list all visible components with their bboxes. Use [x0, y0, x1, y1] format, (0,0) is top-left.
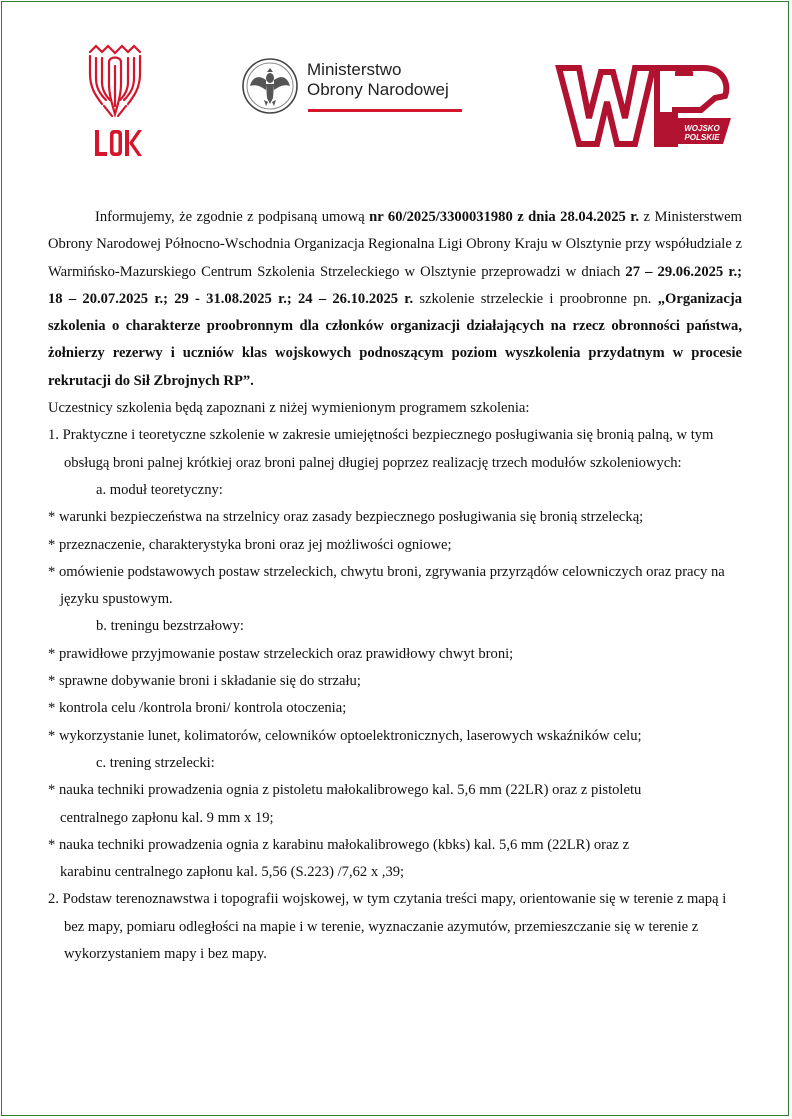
- wp-caption-line1: WOJSKO: [684, 124, 720, 133]
- mon-name-line2: Obrony Narodowej: [307, 80, 449, 99]
- mon-name-line1: Ministerstwo: [307, 60, 402, 79]
- contract-number: nr 60/2025/3300031980 z dnia 28.04.2025 r.: [369, 209, 640, 225]
- module-c-title: c. trening strzelecki:: [96, 754, 215, 771]
- module-a-item: * omówienie podstawowych postaw strzeleckich, chwytu broni, zgrywania przyrządów celowniczych oraz pracy na języku spustowym.: [48, 563, 725, 608]
- wp-caption-line2: POLSKIE: [684, 133, 720, 142]
- lok-logo: [82, 44, 148, 168]
- wp-logo: [555, 62, 733, 150]
- document-body: [48, 204, 742, 968]
- module-a-item: * przeznaczenie, charakterystyka broni oraz jej możliwości ogniowe;: [48, 536, 452, 553]
- module-b-title: b. treningu bezstrzałowy:: [96, 618, 244, 635]
- module-b-item: * wykorzystanie lunet, kolimatorów, celowników optoelektronicznych, laserowych wskaźników celu;: [48, 727, 642, 744]
- mon-logo: [240, 56, 470, 118]
- mon-name: [307, 60, 449, 100]
- module-a-item: * warunki bezpieczeństwa na strzelnicy oraz zasady bezpiecznego posługiwania się bronią strzelecką;: [48, 509, 644, 526]
- module-b-item: * prawidłowe przyjmowanie postaw strzeleckich oraz prawidłowy chwyt broni;: [48, 645, 514, 662]
- module-c-item: * nauka techniki prowadzenia ognia z pistoletu małokalibrowego kal. 5,6 mm (22LR) oraz z pistoletu centralnego zapłonu kal. 9 mm x 19;: [48, 782, 642, 826]
- mon-red-rule: [308, 109, 462, 112]
- module-b-item: * kontrola celu /kontrola broni/ kontrola otoczenia;: [48, 700, 347, 717]
- module-a-title: a. moduł teoretyczny:: [96, 481, 223, 498]
- intro-text-3: szkolenie strzeleckie i proobronne pn.: [413, 290, 658, 307]
- program-intro: Uczestnicy szkolenia będą zapoznani z niżej wymienionym programem szkolenia:: [48, 400, 530, 417]
- module-b-item: * sprawne dobywanie broni i składanie się do strzału;: [48, 673, 361, 690]
- eagle-emblem-icon: [240, 56, 300, 116]
- intro-paragraph: [48, 204, 742, 395]
- intro-text-1: Informujemy, że zgodnie z podpisaną umową: [95, 209, 370, 225]
- lok-eagle-icon: [82, 44, 148, 168]
- header-logos: [0, 0, 792, 180]
- module-c-item: * nauka techniki prowadzenia ognia z karabinu małokalibrowego (kbks) kal. 5,6 mm (22LR) oraz z karabinu centralnego zapłonu kal. 5,56 (S.223) /7,62 x ,39;: [48, 836, 630, 881]
- training-dates: 27 – 29.06.2025 r.; 18 – 20.07.2025 r.; 29 - 31.08.2025 r.; 24 – 26.10.2025 r.: [48, 263, 742, 307]
- program-item-1: 1. Praktyczne i teoretyczne szkolenie w zakresie umiejętności bezpiecznego posługiwania się bronią palną, w tym obsługą broni palnej krótkiej oraz broni palnej długiej poprzez realizację trzech modułów szkoleniowych:: [48, 427, 714, 471]
- program-item-2: 2. Podstaw terenoznawstwa i topografii wojskowej, w tym czytania treści mapy, orientowanie się w terenie z mapą i bez mapy, pomiaru odległości na mapie i w terenie, wyznaczanie azymutów, przemieszczanie się w terenie z wykorzystaniem mapy i bez mapy.: [48, 891, 727, 963]
- training-title: „Organizacja szkolenia o charakterze proobronnym dla członków organizacji działających na rzecz obronności państwa, żołnierzy rezerwy i uczniów klas wojskowych podnoszącym poziom wyszkolenia przydatnym w procesie rekrutacji do Sił Zbrojnych RP”.: [48, 290, 742, 389]
- intro-text-2: z Ministerstwem Obrony Narodowej Północno-Wschodnia Organizacja Regionalna Ligi Obrony Kraju w Olsztynie przy współudziale z Warmińsko-Mazurskiego Centrum Szkolenia Strzeleckiego w Olsztynie przeprowadzi w dniach: [48, 209, 742, 280]
- wp-caption: [673, 124, 731, 142]
